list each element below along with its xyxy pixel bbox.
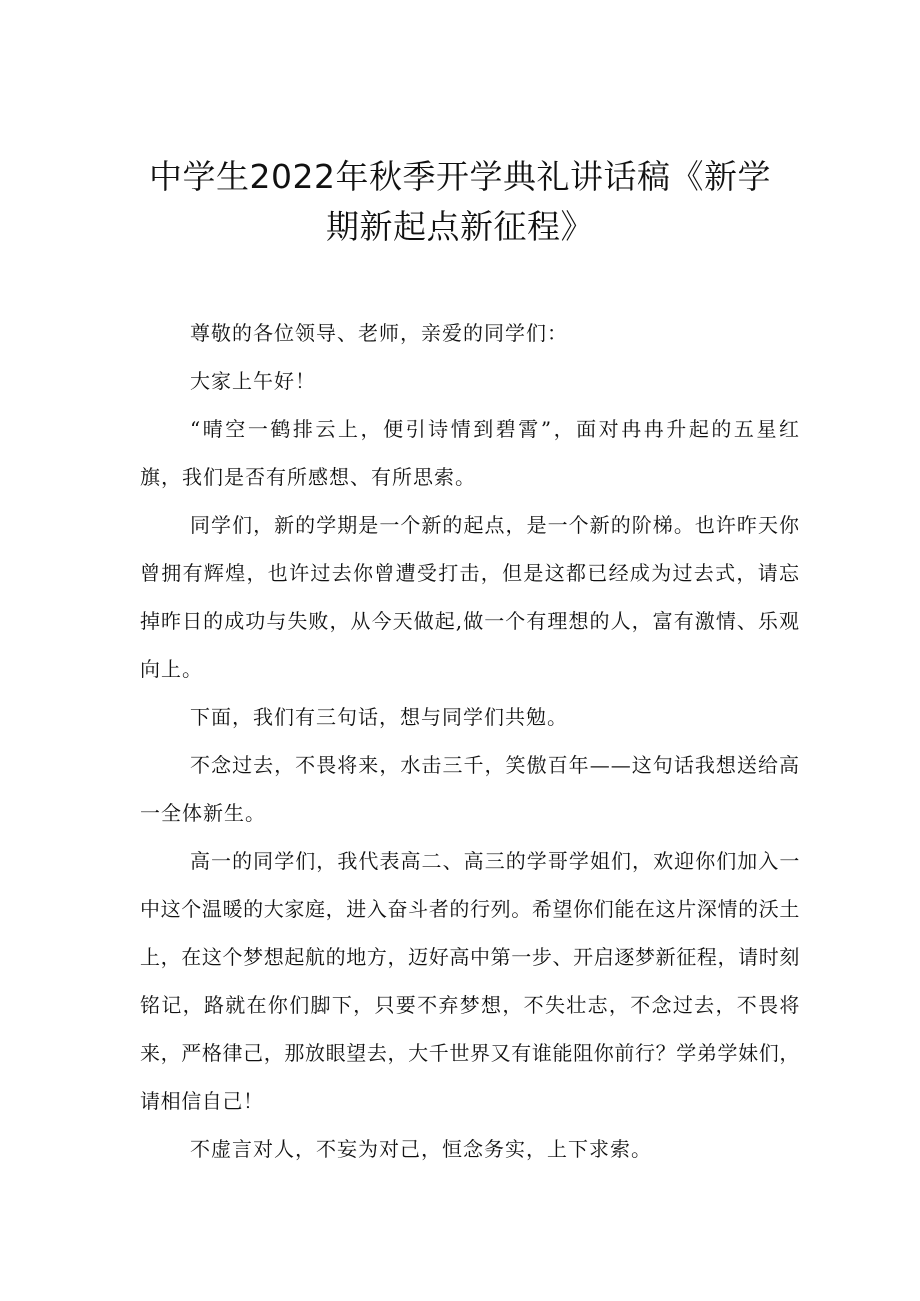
paragraph-freshmen: 高一的同学们，我代表高二、高三的学哥学姐们，欢迎你们加入一中这个温暖的大家庭，进入奋斗者的行列。希望你们能在这片深情的沃土上，在这个梦想起航的地方，迈好高中第一步、开启逐梦新征程，请时刻铭记，路就在你们脚下，只要不弃梦想，不失壮志，不念过去，不畏将来，严格律己，那放眼望去，大千世界又有谁能阻你前行？学弟学妹们，请相信自己！ [140,849,800,1113]
paragraph-new-semester: 同学们，新的学期是一个新的起点，是一个新的阶梯。也许昨天你曾拥有辉煌，也许过去你曾遭受打击，但是这都已经成为过去式，请忘掉昨日的成功与失败，从今天做起,做一个有理想的人，富有激情、乐观向上。 [140,513,800,681]
salutation: 尊敬的各位领导、老师，亲爱的同学们： [190,321,568,345]
paragraph-three-sentences: 下面，我们有三句话，想与同学们共勉。 [190,705,568,729]
paragraph-first-sentence: 不念过去，不畏将来，水击三千，笑傲百年——这句话我想送给高一全体新生。 [140,753,800,825]
paragraph-poem: “晴空一鹤排云上，便引诗情到碧霄”，面对冉冉升起的五星红旗，我们是否有所感想、有所思索。 [140,417,800,489]
title-line-2: 期新起点新征程》 [326,207,594,246]
title-line-1: 中学生2022年秋季开学典礼讲话稿《新学 [149,157,771,196]
document-body [140,309,800,1173]
greeting: 大家上午好！ [190,369,316,393]
document-title [120,152,800,252]
paragraph-second-sentence: 不虚言对人，不妄为对己，恒念务实，上下求索。 [190,1137,652,1161]
